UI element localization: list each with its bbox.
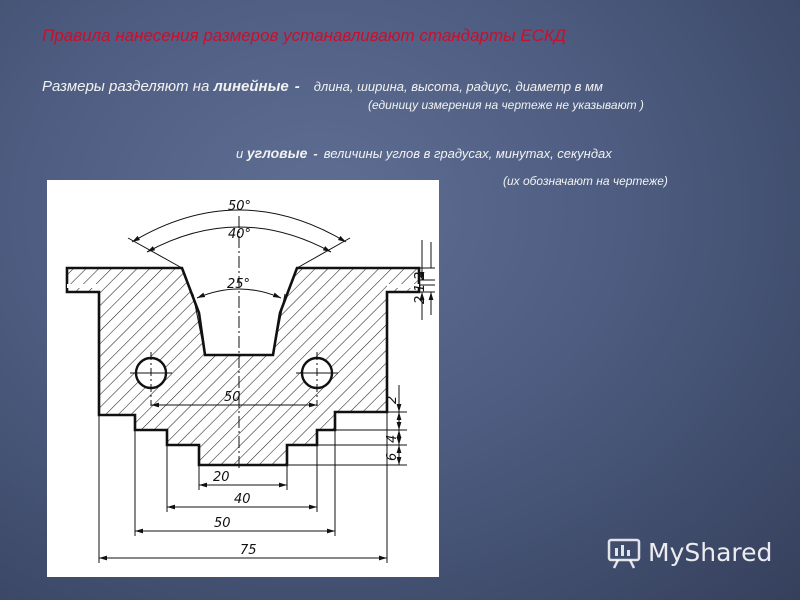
dim-50-holes-label: 50 [224,390,241,405]
presentation-board-icon [606,534,642,570]
angle-50-label: 50° [228,199,252,214]
technical-drawing [47,180,439,577]
slide-title: Правила нанесения размеров устанавливают стандарты ЕСКД [42,26,566,45]
linear-note: (единицу измерения на чертеже не указывают ) [368,98,644,112]
linear-dimensions-line [42,78,603,95]
angular-term: угловые [246,145,308,161]
dim-right-6-label: 6 [385,452,400,461]
dim-right-1-label: 1 [413,283,428,292]
dim-right-4-label: 4 [385,434,400,443]
linear-term: линейные [213,78,289,95]
linear-description: длина, ширина, высота, радиус, диаметр в мм [313,79,603,94]
dim-75-label: 75 [240,543,257,558]
dim-right-2-bottom-label: 2 [413,295,428,304]
angular-dash: - [313,146,318,161]
angle-25-label: 25° [227,277,251,292]
angular-lead: и [236,146,247,161]
myshared-logo [606,534,772,570]
part-body [67,216,419,470]
dim-right-2-top-label: 2 [413,271,428,280]
drawing-canvas [47,180,439,577]
logo-text: MyShared [648,537,773,567]
angle-40-label: 40° [228,227,252,242]
angular-note: (их обозначают на чертеже) [503,174,668,188]
linear-lead: Размеры разделяют на [42,78,214,95]
linear-dash: - [294,78,300,95]
angular-dimensions-line [236,145,612,161]
dim-20-label: 20 [213,470,230,485]
dim-right-2-mid-label: 2 [385,395,400,404]
angular-description: величины углов в градусах, минутах, секундах [323,146,612,161]
dim-50-label: 50 [214,516,231,531]
dim-40-label: 40 [234,492,251,507]
